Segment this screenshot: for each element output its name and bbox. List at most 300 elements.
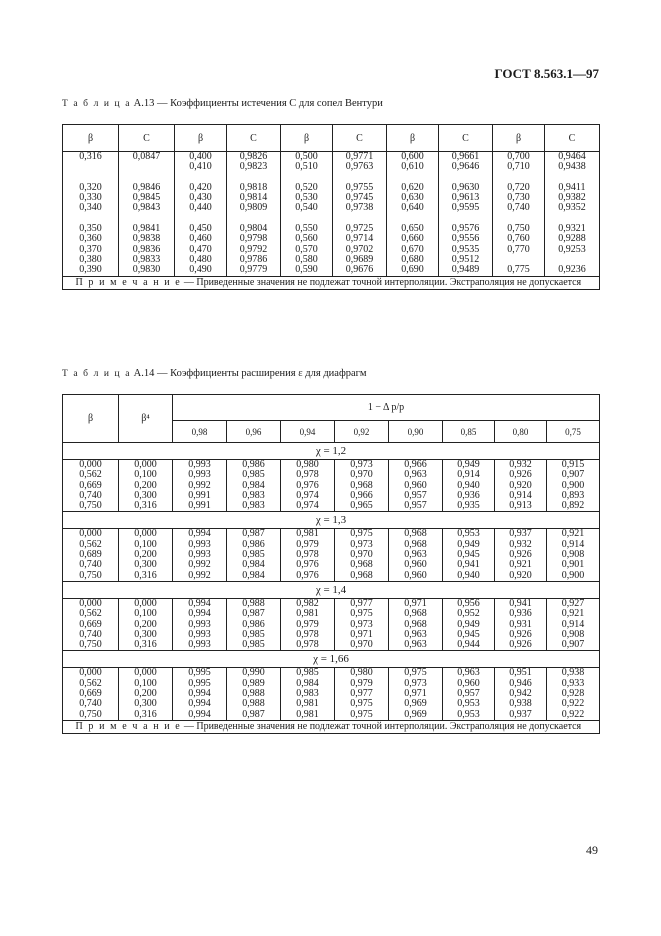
table14-value: 0,978 — [296, 549, 319, 561]
table14-value: 0,971 — [404, 688, 427, 700]
table13-value: 0,500 — [295, 151, 318, 162]
table14-column-cell — [281, 598, 335, 650]
table14-value: 0,949 — [457, 538, 480, 550]
table14-value: 0,974 — [296, 489, 319, 501]
table13-value: 0,9838 — [132, 233, 161, 245]
table14-value: 0,968 — [350, 569, 373, 581]
table14-column-cell — [63, 529, 119, 581]
table14-value: 0,993 — [188, 639, 211, 651]
table14-value: 0,914 — [561, 538, 585, 550]
table14-value: 0,931 — [509, 618, 532, 630]
table13-value: 0,570 — [295, 243, 318, 255]
table13-value: 0,600 — [401, 151, 424, 162]
table14-value: 0,987 — [242, 608, 265, 620]
table14-value: 0,200 — [134, 549, 157, 561]
table14-subheader-cell: 0,85 — [443, 421, 495, 443]
table13-value: 0,9792 — [239, 243, 268, 255]
table14-value: 0,973 — [350, 618, 373, 630]
table14-column-cell — [547, 668, 600, 720]
table14-value: 0,990 — [242, 667, 265, 679]
table14-value: 0,970 — [350, 639, 373, 651]
table13-value: 0,9411 — [558, 181, 586, 193]
table14-value: 0,740 — [79, 628, 102, 640]
table14-value: 0,957 — [457, 688, 480, 700]
table13-value: 0,730 — [507, 192, 530, 204]
table13-value: 0,9253 — [558, 243, 586, 255]
table13-value: 0,9843 — [132, 202, 161, 214]
table14-value: 0,951 — [509, 667, 532, 679]
table14-value: 0,300 — [134, 628, 157, 640]
table14-group-header: 1 − Δ p/p — [173, 395, 600, 421]
table13-value: 0,9613 — [451, 192, 480, 204]
table14-value: 0,316 — [134, 708, 157, 720]
table13-value: 0,9702 — [345, 243, 374, 255]
table14-value: 0,973 — [350, 538, 373, 550]
table14-column-cell — [227, 668, 281, 720]
table14-value: 0,936 — [457, 489, 480, 501]
table13-caption — [62, 98, 383, 109]
table14-value: 0,935 — [457, 500, 480, 512]
table14-value: 0,987 — [242, 528, 265, 540]
table14-column-cell — [495, 460, 547, 512]
table14-value: 0,984 — [242, 479, 265, 491]
table13-value: 0,740 — [507, 202, 530, 214]
table14-value: 0,926 — [509, 549, 532, 561]
table14-value: 0,963 — [404, 639, 427, 651]
table14-value: 0,993 — [188, 469, 211, 481]
table14-subheader-cell: 0,94 — [281, 421, 335, 443]
table14-value: 0,316 — [134, 500, 157, 512]
table14-value: 0,100 — [134, 469, 157, 481]
table13-value: 0,750 — [507, 223, 530, 235]
table14-value: 0,927 — [561, 597, 585, 609]
table13-value: 0,9798 — [239, 233, 268, 245]
table14-value: 0,949 — [457, 459, 480, 470]
table14-value: 0,920 — [509, 569, 532, 581]
table14-value: 0,968 — [350, 559, 373, 571]
table13-value: 0,9830 — [132, 264, 161, 276]
chi-value: χ = 1,4 — [63, 581, 600, 598]
chi-value: χ = 1,66 — [63, 651, 600, 668]
table14-value: 0,949 — [457, 618, 480, 630]
table13-value: 0,770 — [507, 243, 530, 255]
table14-value: 0,982 — [296, 597, 319, 609]
table13-value: 0,470 — [189, 243, 212, 255]
table14-value: 0,932 — [509, 459, 532, 470]
table14-value: 0,969 — [404, 708, 427, 720]
table14-column-cell — [119, 598, 173, 650]
table14-value: 0,969 — [404, 698, 427, 710]
table14-value: 0,981 — [296, 698, 319, 710]
table14-caption — [62, 368, 366, 379]
table14-value: 0,938 — [509, 698, 532, 710]
table14-column-cell — [281, 668, 335, 720]
table14-value: 0,985 — [242, 549, 265, 561]
table14-value: 0,986 — [242, 618, 265, 630]
table14-value: 0,940 — [457, 569, 480, 581]
table14-note-text: — Приведенные значения не подлежат точной интерполяции. Экстраполяция не допускается — [181, 720, 582, 732]
table13-column-cell — [387, 152, 439, 277]
table14-value: 0,963 — [404, 549, 427, 561]
table14-value: 0,973 — [404, 677, 427, 689]
table13-header-cell: C — [119, 125, 175, 152]
table14-column-cell — [495, 529, 547, 581]
table13-value: 0,420 — [189, 181, 212, 193]
table14-note-label: П р и м е ч а н и е — [75, 720, 182, 732]
table14-value: 0,920 — [509, 479, 532, 491]
table13-value: 0,9512 — [451, 253, 480, 265]
table13-value: 0,390 — [79, 264, 102, 276]
table13-value: 0,710 — [507, 161, 530, 173]
table13-value: 0,9823 — [239, 161, 268, 173]
table14-column-cell — [173, 668, 227, 720]
table13-value: 0,9779 — [239, 264, 268, 276]
table13-value: 0,350 — [79, 223, 102, 235]
table14-value: 0,000 — [79, 667, 102, 679]
table14-value: 0,994 — [188, 698, 211, 710]
table14-value: 0,926 — [509, 628, 532, 640]
table14-column-cell — [281, 460, 335, 512]
table13-column-cell — [63, 152, 119, 277]
table14-value: 0,200 — [134, 479, 157, 491]
table13-value: 0,9321 — [558, 223, 586, 235]
table13-value: 0,9236 — [558, 264, 586, 276]
table14-value: 0,893 — [561, 489, 585, 501]
table14-value: 0,978 — [296, 628, 319, 640]
table14-value: 0,926 — [509, 639, 532, 651]
table14-value: 0,977 — [350, 597, 373, 609]
table14-value: 0,000 — [134, 597, 157, 609]
table13-header-cell: β — [63, 125, 119, 152]
table-a13 — [62, 124, 600, 290]
table14-value: 0,750 — [79, 639, 102, 651]
table14-value: 0,985 — [242, 628, 265, 640]
table14-value: 0,970 — [350, 549, 373, 561]
table14-value: 0,940 — [457, 479, 480, 491]
table13-note — [63, 276, 600, 289]
table14-value: 0,900 — [561, 479, 585, 491]
table14-column-cell — [119, 668, 173, 720]
table14-value: 0,960 — [404, 559, 427, 571]
table14-subheader-cell: 0,80 — [495, 421, 547, 443]
table13-value: 0,410 — [189, 161, 212, 173]
table14-value: 0,952 — [457, 608, 480, 620]
table14-value: 0,689 — [79, 549, 102, 561]
table14-value: 0,991 — [188, 500, 211, 512]
table13-column-cell — [227, 152, 281, 277]
table14-value: 0,669 — [79, 688, 102, 700]
table14-value: 0,993 — [188, 538, 211, 550]
table14-subheader-cell: 0,75 — [547, 421, 600, 443]
table14-value: 0,922 — [561, 698, 585, 710]
table14-data-row — [63, 598, 600, 650]
table13-value: 0,9845 — [132, 192, 161, 204]
table13-value: 0,9714 — [345, 233, 374, 245]
table14-column-cell — [547, 529, 600, 581]
table14-column-cell — [335, 460, 389, 512]
table14-value: 0,300 — [134, 698, 157, 710]
table14-label: Т а б л и ц а — [62, 369, 132, 379]
table13-value: 0,9535 — [451, 243, 480, 255]
table13-column-cell — [175, 152, 227, 277]
table13-column-cell — [281, 152, 333, 277]
table14-value: 0,901 — [561, 559, 585, 571]
table14-value: 0,915 — [561, 459, 585, 470]
table13-value: 0,370 — [79, 243, 102, 255]
table14-value: 0,740 — [79, 559, 102, 571]
table14-value: 0,956 — [457, 597, 480, 609]
table14-value: 0,000 — [134, 667, 157, 679]
table14-value: 0,974 — [296, 500, 319, 512]
table14-value: 0,968 — [350, 479, 373, 491]
table13-value: 0,560 — [295, 233, 318, 245]
table14-value: 0,994 — [188, 597, 211, 609]
table14-value: 0,991 — [188, 489, 211, 501]
table14-value: 0,941 — [509, 597, 532, 609]
table13-header-cell: C — [227, 125, 281, 152]
table14-value: 0,992 — [188, 479, 211, 491]
table13-header-cell: C — [333, 125, 387, 152]
table13-note-row — [63, 276, 600, 289]
table14-value: 0,989 — [242, 677, 265, 689]
table14-column-cell — [63, 460, 119, 512]
table13-value: 0,510 — [295, 161, 318, 173]
table14-value: 0,914 — [509, 489, 532, 501]
table14-value: 0,000 — [134, 459, 157, 470]
table14-column-cell — [119, 460, 173, 512]
table14-value: 0,921 — [561, 528, 585, 540]
table14-value: 0,979 — [350, 677, 373, 689]
table14-value: 0,945 — [457, 628, 480, 640]
table13-value: 0,9814 — [239, 192, 268, 204]
table14-value: 0,978 — [296, 469, 319, 481]
table13-value: 0,9464 — [558, 151, 586, 162]
table13-column-cell — [119, 152, 175, 277]
table13-value: 0,9382 — [558, 192, 586, 204]
table13-value: 0,610 — [401, 161, 424, 173]
table14-value: 0,985 — [242, 639, 265, 651]
table14-data-row — [63, 529, 600, 581]
table14-column-cell — [227, 460, 281, 512]
table14-value: 0,988 — [242, 688, 265, 700]
table14-value: 0,953 — [457, 708, 480, 720]
table14-value: 0,908 — [561, 549, 585, 561]
table14-column-cell — [281, 529, 335, 581]
table13-value: 0,660 — [401, 233, 424, 245]
table14-value: 0,921 — [509, 559, 532, 571]
table13-header-cell: β — [175, 125, 227, 152]
table14-column-cell — [389, 668, 443, 720]
table14-value: 0,971 — [350, 628, 373, 640]
table14-subheader-cell: 0,92 — [335, 421, 389, 443]
table14-value: 0,994 — [188, 608, 211, 620]
table13-value: 0,640 — [401, 202, 424, 214]
table14-value: 0,946 — [509, 677, 532, 689]
table14-value: 0,984 — [296, 677, 319, 689]
table13-header-cell: C — [545, 125, 600, 152]
table14-value: 0,981 — [296, 528, 319, 540]
table14-value: 0,975 — [350, 608, 373, 620]
table14-subheader-cell: 0,90 — [389, 421, 443, 443]
table13-value: 0,9725 — [345, 223, 374, 235]
table14-value: 0,988 — [242, 698, 265, 710]
table14-value: 0,993 — [188, 459, 211, 470]
table14-value: 0,994 — [188, 708, 211, 720]
table-a14 — [62, 394, 600, 734]
table14-value: 0,928 — [561, 688, 585, 700]
table14-value: 0,981 — [296, 608, 319, 620]
table14-value: 0,300 — [134, 559, 157, 571]
table14-value: 0,986 — [242, 459, 265, 470]
table14-value: 0,984 — [242, 559, 265, 571]
table14-value: 0,936 — [509, 608, 532, 620]
table14-value: 0,957 — [404, 500, 427, 512]
table14-value: 0,938 — [561, 667, 585, 679]
table14-chi-row — [63, 651, 600, 668]
table14-column-cell — [495, 668, 547, 720]
table13-value: 0,320 — [79, 181, 102, 193]
table14-value: 0,975 — [350, 698, 373, 710]
table13-value: 0,9818 — [239, 181, 268, 193]
table14-column-cell — [495, 598, 547, 650]
table13-value: 0,520 — [295, 181, 318, 193]
table13-value: 0,9595 — [451, 202, 480, 214]
table13-value: 0,340 — [79, 202, 102, 214]
table14-value: 0,562 — [79, 538, 102, 550]
table14-value: 0,100 — [134, 677, 157, 689]
table14-value: 0,921 — [561, 608, 585, 620]
table13-value: 0,9804 — [239, 223, 268, 235]
table14-value: 0,953 — [457, 528, 480, 540]
table14-value: 0,740 — [79, 698, 102, 710]
table14-value: 0,987 — [242, 708, 265, 720]
table13-value: 0,530 — [295, 192, 318, 204]
table14-value: 0,995 — [188, 677, 211, 689]
table13-value: 0,700 — [507, 151, 530, 162]
table14-title: А.14 — Коэффициенты расширения ε для диафрагм — [131, 368, 367, 379]
table14-value: 0,993 — [188, 549, 211, 561]
table14-value: 0,100 — [134, 608, 157, 620]
table13-note-label: П р и м е ч а н и е — [75, 276, 182, 288]
table14-value: 0,983 — [242, 489, 265, 501]
table14-value: 0,926 — [509, 469, 532, 481]
table13-value: 0,490 — [189, 264, 212, 276]
table13-value: 0,540 — [295, 202, 318, 214]
table14-value: 0,892 — [561, 500, 585, 512]
table14-value: 0,200 — [134, 688, 157, 700]
table14-value: 0,993 — [188, 618, 211, 630]
table13-header-cell: C — [439, 125, 493, 152]
table13-value: 0,9826 — [239, 151, 268, 162]
table13-header-cell: β — [281, 125, 333, 152]
table14-column-cell — [173, 460, 227, 512]
table14-value: 0,984 — [242, 569, 265, 581]
page-number: 49 — [586, 843, 598, 857]
table14-value: 0,933 — [561, 677, 585, 689]
table14-value: 0,993 — [188, 628, 211, 640]
table14-value: 0,992 — [188, 559, 211, 571]
table14-column-cell — [443, 598, 495, 650]
table14-value: 0,983 — [242, 500, 265, 512]
table14-chi-row — [63, 512, 600, 529]
table13-value: 0,9809 — [239, 202, 268, 214]
table14-value: 0,963 — [457, 667, 480, 679]
chi-value: χ = 1,3 — [63, 512, 600, 529]
table14-value: 0,750 — [79, 708, 102, 720]
table14-data-row — [63, 460, 600, 512]
table14-value: 0,941 — [457, 559, 480, 571]
table14-column-cell — [443, 460, 495, 512]
table13-value: 0,450 — [189, 223, 212, 235]
table14-value: 0,968 — [404, 608, 427, 620]
table14-value: 0,975 — [350, 528, 373, 540]
table14-column-cell — [335, 529, 389, 581]
table14-value: 0,965 — [350, 500, 373, 512]
table13-value: 0,9556 — [451, 233, 480, 245]
table14-value: 0,985 — [296, 667, 319, 679]
table14-subheader-cell: 0,96 — [227, 421, 281, 443]
table14-value: 0,976 — [296, 559, 319, 571]
table14-value: 0,986 — [242, 538, 265, 550]
table14-chi-row — [63, 581, 600, 598]
table14-value: 0,750 — [79, 500, 102, 512]
table13-value: 0,9786 — [239, 253, 268, 265]
table13-column-cell — [439, 152, 493, 277]
table13-column-cell — [493, 152, 545, 277]
table14-value: 0,562 — [79, 608, 102, 620]
table14-value: 0,979 — [296, 538, 319, 550]
table14-value: 0,669 — [79, 479, 102, 491]
table14-value: 0,963 — [404, 628, 427, 640]
table14-value: 0,968 — [404, 618, 427, 630]
table14-column-cell — [389, 598, 443, 650]
table14-value: 0,913 — [509, 500, 532, 512]
table13-value: 0,9689 — [345, 253, 374, 265]
table14-value: 0,963 — [404, 469, 427, 481]
table14-value: 0,968 — [404, 528, 427, 540]
table14-value: 0,316 — [134, 569, 157, 581]
table13-value: 0,400 — [189, 151, 212, 162]
table14-column-cell — [227, 598, 281, 650]
table13-value: 0,650 — [401, 223, 424, 235]
table13-value: 0,380 — [79, 253, 102, 265]
table14-value: 0,942 — [509, 688, 532, 700]
table13-value: 0,9771 — [345, 151, 374, 162]
table13-value: 0,9489 — [451, 264, 480, 276]
table13-value: 0,9646 — [451, 161, 480, 173]
table14-value: 0,971 — [404, 597, 427, 609]
table14-note-row — [63, 720, 600, 733]
table14-value: 0,985 — [242, 469, 265, 481]
table14-col-beta: β — [63, 395, 119, 443]
table14-column-cell — [443, 668, 495, 720]
table13-value: 0,9630 — [451, 181, 480, 193]
table13-value: 0,9833 — [132, 253, 161, 265]
table13-label: Т а б л и ц а — [62, 99, 132, 109]
table14-column-cell — [63, 668, 119, 720]
table14-value: 0,000 — [134, 528, 157, 540]
table13-value: 0,775 — [507, 264, 530, 276]
table13-value: 0,9738 — [345, 202, 374, 214]
table13-value: 0,9288 — [558, 233, 586, 245]
table14-value: 0,316 — [134, 639, 157, 651]
table13-value: 0,670 — [401, 243, 424, 255]
table14-value: 0,978 — [296, 639, 319, 651]
document-code: ГОСТ 8.563.1—97 — [494, 66, 599, 81]
table13-value: 0,620 — [401, 181, 424, 193]
table14-column-cell — [335, 598, 389, 650]
table14-value: 0,740 — [79, 489, 102, 501]
